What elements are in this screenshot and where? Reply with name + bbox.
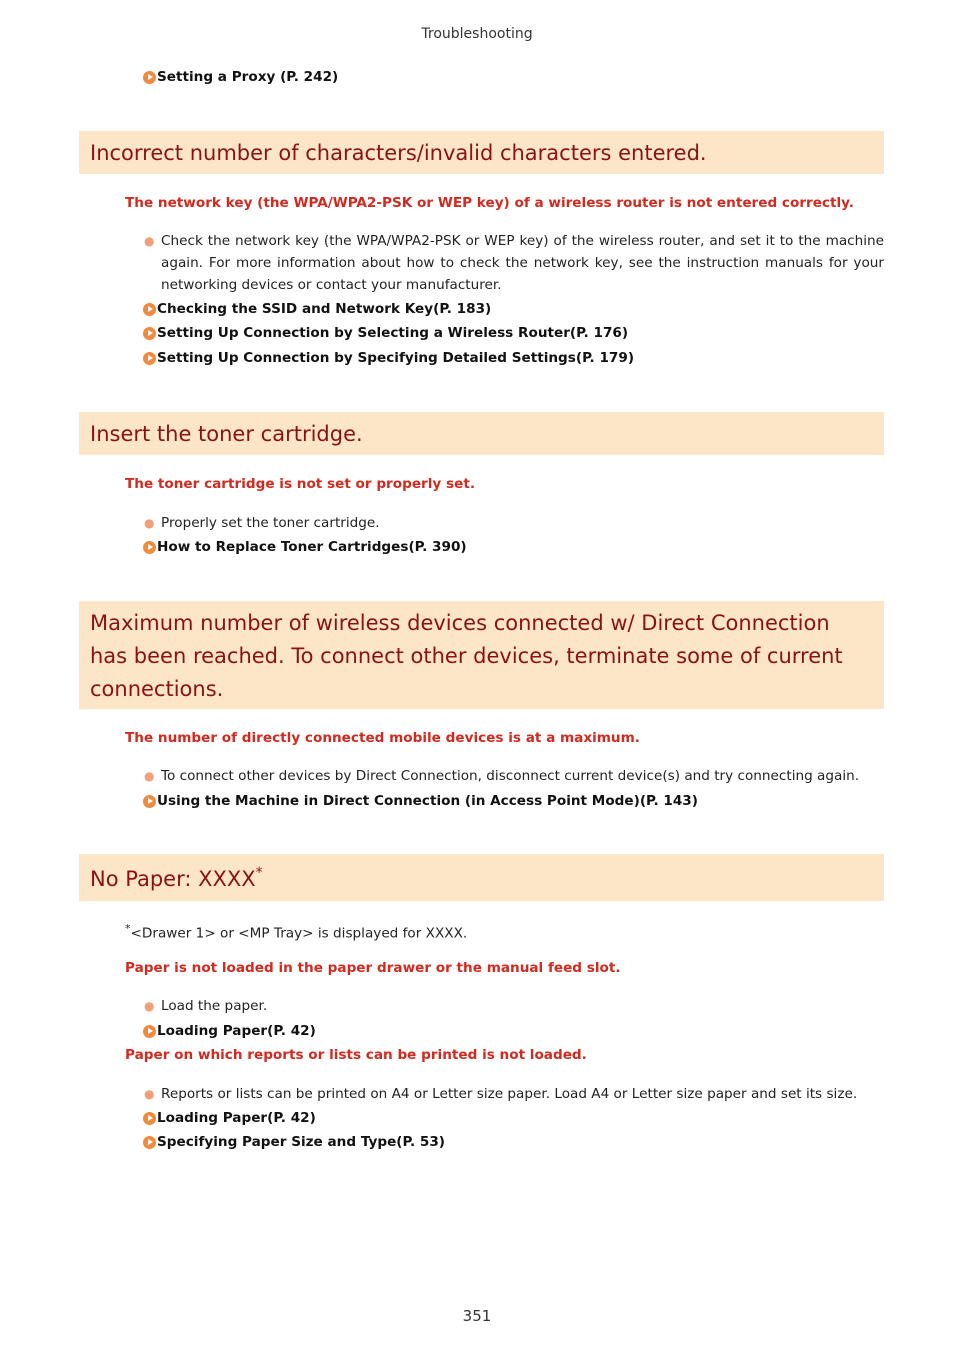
- cause-heading: Paper on which reports or lists can be printed is not loaded.: [125, 1047, 587, 1063]
- cause-heading: Paper is not loaded in the paper drawer or the manual feed slot.: [125, 960, 621, 976]
- link-arrow-icon: [143, 541, 156, 554]
- section-title: Insert the toner cartridge.: [90, 422, 363, 446]
- list-item: [144, 512, 884, 534]
- list-item: [144, 995, 884, 1017]
- section-heading: [79, 412, 884, 455]
- footnote: [125, 922, 467, 942]
- list-item-text: Properly set the toner cartridge.: [161, 515, 380, 531]
- section-title: No Paper: XXXX: [90, 867, 256, 891]
- link-setting-proxy[interactable]: [143, 69, 338, 85]
- link-label: Loading Paper(P. 42): [157, 1110, 316, 1126]
- footnote-mark: *: [255, 865, 263, 881]
- link-arrow-icon: [143, 795, 156, 808]
- bullet-dot-icon: ●: [144, 234, 155, 248]
- link-label: How to Replace Toner Cartridges(P. 390): [157, 539, 467, 555]
- link-label: Specifying Paper Size and Type(P. 53): [157, 1134, 445, 1150]
- link-label: Using the Machine in Direct Connection (in Access Point Mode)(P. 143): [157, 793, 698, 809]
- bullet-dot-icon: ●: [144, 769, 155, 783]
- bullet-dot-icon: ●: [144, 999, 155, 1013]
- list-item-text: Check the network key (the WPA/WPA2-PSK or WEP key) of the wireless router, and set it to the machine again. For more information about how to check the network key, see the instruction manuals for your networking devices or contact your manufacturer.: [161, 233, 884, 293]
- link-checking-ssid[interactable]: [143, 301, 491, 317]
- link-label: Setting Up Connection by Specifying Detailed Settings(P. 179): [157, 350, 635, 366]
- link-arrow-icon: [143, 352, 156, 365]
- section-title: Incorrect number of characters/invalid characters entered.: [90, 141, 707, 165]
- section-heading: [79, 601, 884, 709]
- link-arrow-icon: [143, 1025, 156, 1038]
- link-loading-paper[interactable]: [143, 1023, 316, 1039]
- link-detailed-settings[interactable]: [143, 350, 634, 366]
- footnote-mark: *: [125, 922, 131, 935]
- link-label: Setting a Proxy (P. 242): [157, 69, 339, 85]
- cause-heading: The number of directly connected mobile devices is at a maximum.: [125, 730, 640, 746]
- footnote-text: <Drawer 1> or <MP Tray> is displayed for XXXX.: [130, 925, 468, 942]
- page-number: 351: [462, 1307, 492, 1325]
- page-header-title: Troubleshooting: [421, 26, 533, 42]
- link-select-wireless-router[interactable]: [143, 325, 628, 341]
- list-item: [144, 1083, 884, 1105]
- list-item: [144, 230, 884, 296]
- link-replace-toner[interactable]: [143, 539, 467, 555]
- cause-heading: The toner cartridge is not set or properly set.: [125, 476, 475, 492]
- link-arrow-icon: [143, 1136, 156, 1149]
- link-arrow-icon: [143, 71, 156, 84]
- list-item: [144, 765, 884, 787]
- bullet-dot-icon: ●: [144, 1087, 155, 1101]
- bullet-dot-icon: ●: [144, 516, 155, 530]
- section-heading: [79, 131, 884, 174]
- link-label: Checking the SSID and Network Key(P. 183): [157, 301, 492, 317]
- link-arrow-icon: [143, 1112, 156, 1125]
- link-label: Loading Paper(P. 42): [157, 1023, 316, 1039]
- list-item-text: To connect other devices by Direct Connection, disconnect current device(s) and try connecting again.: [161, 768, 860, 784]
- link-arrow-icon: [143, 303, 156, 316]
- list-item-text: Load the paper.: [161, 998, 268, 1014]
- link-loading-paper[interactable]: [143, 1110, 316, 1126]
- link-label: Setting Up Connection by Selecting a Wireless Router(P. 176): [157, 325, 629, 341]
- cause-heading: The network key (the WPA/WPA2-PSK or WEP key) of a wireless router is not entered correctly.: [125, 195, 854, 211]
- link-paper-size-type[interactable]: [143, 1134, 445, 1150]
- section-heading: [79, 854, 884, 901]
- link-direct-connection[interactable]: [143, 793, 698, 809]
- section-title: Maximum number of wireless devices connected w/ Direct Connection has been reached. To connect other devices, terminate some of current connections.: [90, 611, 843, 701]
- link-arrow-icon: [143, 327, 156, 340]
- list-item-text: Reports or lists can be printed on A4 or Letter size paper. Load A4 or Letter size paper and set its size.: [161, 1086, 858, 1102]
